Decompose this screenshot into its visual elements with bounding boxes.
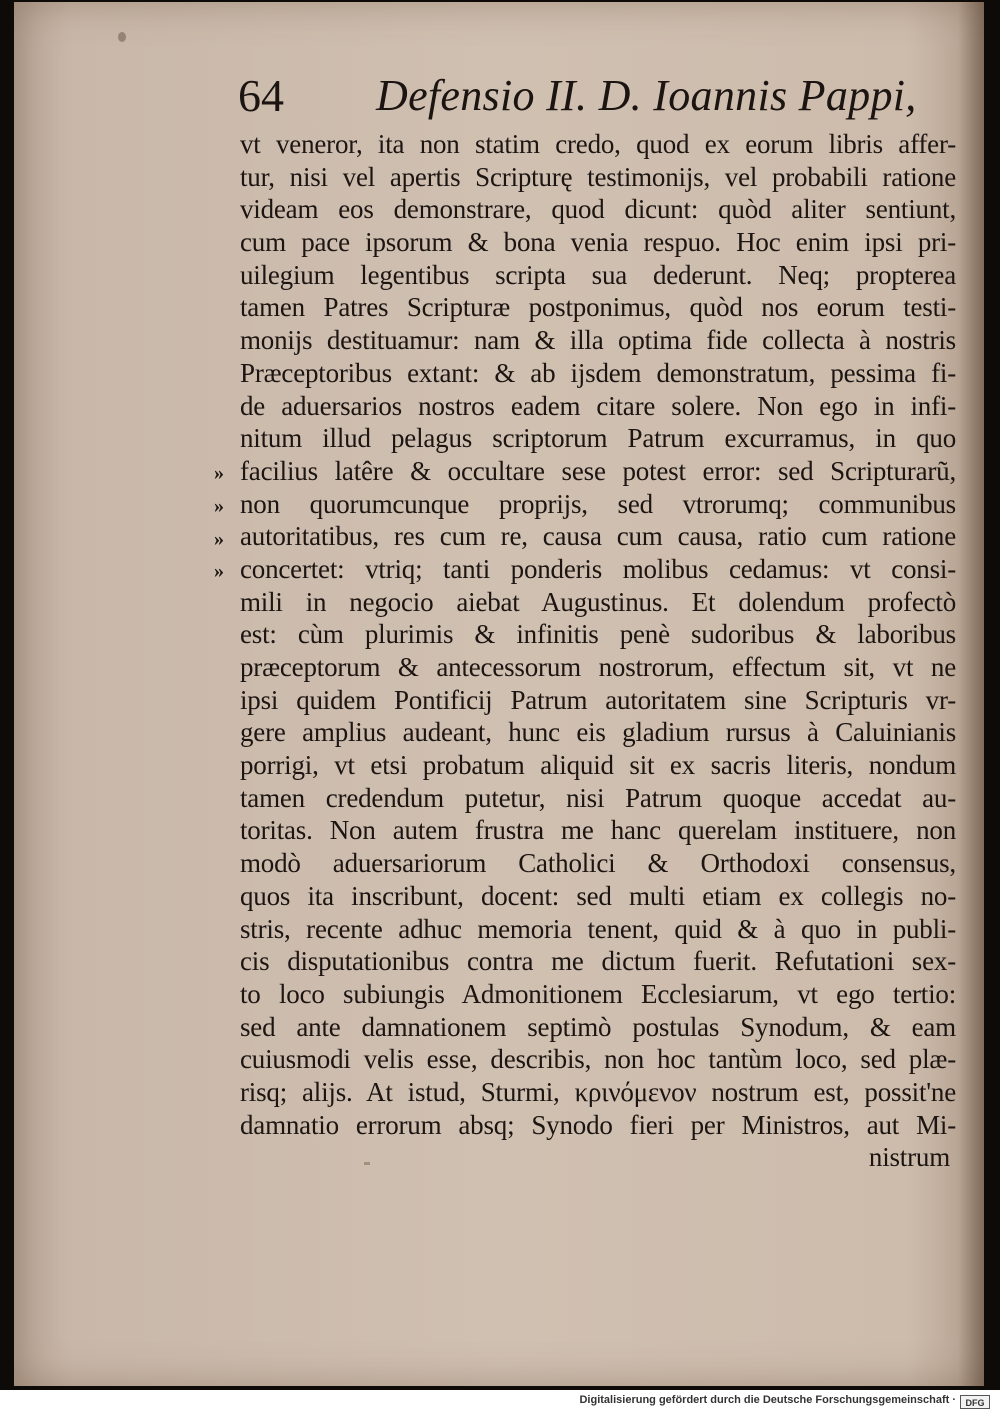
text-line: cuiusmodi velis esse, describis, non hoc tantùm loco, sed plæ- (240, 1044, 956, 1075)
text-line: tamen credendum putetur, nisi Patrum quoque accedat au- (240, 782, 956, 813)
text-line: de aduersarios nostros eadem citare solere. Non ego in infi- (240, 390, 956, 421)
text-line: gere amplius audeant, hunc eis gladium rursus à Caluinianis (240, 717, 956, 748)
page-number: 64 (238, 70, 284, 121)
digitization-footer (0, 1390, 1000, 1416)
paper-speck (118, 32, 126, 42)
text-line: damnatio errorum absq; Synodo fieri per Ministros, aut Mi- (240, 1109, 956, 1140)
text-line: videam eos demonstrare, quod dicunt: quòd aliter sentiunt, (240, 194, 956, 225)
marginal-quote-mark: » (214, 560, 224, 582)
text-line: præceptorum & antecessorum nostrorum, effectum sit, vt ne (240, 652, 956, 682)
text-line: cis disputationibus contra me dictum fuerit. Refutationi sex- (240, 946, 956, 977)
text-line: nitum illud pelagus scriptorum Patrum excurramus, in quo (240, 423, 956, 454)
text-line: to loco subiungis Admonitionem Ecclesiarum, vt ego tertio: (240, 978, 956, 1009)
page-edge-shadow (958, 2, 984, 1386)
text-line: est: cùm plurimis & infinitis penè sudoribus & laboribus (240, 619, 956, 650)
text-line: stris, recente adhuc memoria tenent, quid & à quo in publi- (240, 913, 956, 944)
text-line: vt veneror, ita non statim credo, quod ex eorum libris affer- (240, 129, 956, 159)
text-line: porrigi, vt etsi probatum aliquid sit ex sacris literis, nondum (240, 750, 956, 781)
page-header (218, 66, 917, 126)
text-line: modò aduersariorum Catholici & Orthodoxi consensus, (240, 848, 956, 879)
text-line: tur, nisi vel apertis Scripturę testimonijs, vel probabili ratione (240, 161, 956, 192)
text-line: tamen Patres Scripturæ postponimus, quòd nos eorum testi- (240, 292, 956, 323)
text-line: autoritatibus, res cum re, causa cum causa, ratio cum ratione (240, 521, 956, 552)
text-line: facilius latêre & occultare sese potest error: sed Scripturarũ, (240, 455, 956, 486)
text-line: Præceptoribus extant: & ab ijsdem demonstratum, pessima fi- (240, 357, 956, 388)
text-line: non quorumcunque proprijs, sed vtrorumq; communibus (240, 488, 956, 519)
text-line: toritas. Non autem frustra me hanc querelam instituere, non (240, 815, 956, 846)
catchword: nistrum (868, 1142, 950, 1173)
text-line: quos ita inscribunt, docent: sed multi etiam ex collegis no- (240, 880, 956, 911)
marginal-quote-mark: » (214, 528, 224, 550)
body-text (240, 128, 956, 1174)
text-line: concertet: vtriq; tanti ponderis molibus cedamus: vt consi- (240, 553, 956, 584)
marginal-quote-mark: » (214, 495, 224, 517)
text-line: uilegium legentibus scripta sua dederunt. Neq; propterea (240, 259, 956, 290)
text-line: cum pace ipsorum & bona venia respuo. Hoc enim ipsi pri- (240, 227, 956, 258)
text-line: ipsi quidem Pontificij Patrum autoritatem sine Scripturis vr- (240, 684, 956, 715)
text-line: mili in negocio aiebat Augustinus. Et dolendum profectò (240, 586, 956, 617)
funding-credit: Digitalisierung gefördert durch die Deutsche Forschungsgemeinschaft · (579, 1394, 956, 1406)
text-line: sed ante damnationem septimò postulas Synodum, & eam (240, 1011, 956, 1042)
dfg-logo-icon: DFG (960, 1395, 990, 1409)
text-line: monijs destituamur: nam & illa optima fide collecta à nostris (240, 325, 956, 356)
marginal-quote-mark: » (214, 462, 224, 484)
running-title: Defensio II. D. Ioannis Pappi, (376, 71, 917, 120)
text-line: risq; alijs. At istud, Sturmi, κρινόμενον nostrum est, possit'ne (240, 1076, 956, 1107)
